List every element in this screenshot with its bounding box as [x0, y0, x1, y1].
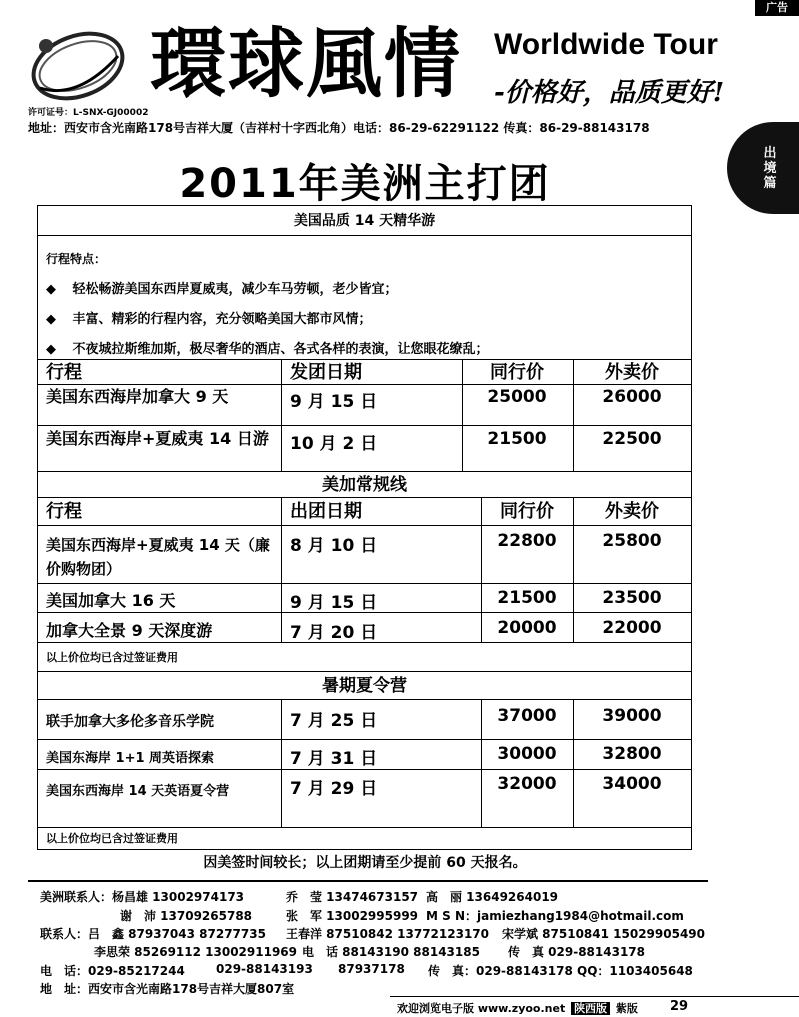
route-cell: 美国东西海岸加拿大 9 天	[46, 387, 229, 406]
contact-msn: M S N：jamiezhang1984@hotmail.com	[426, 909, 684, 923]
date-cell: 7 月 31 日	[290, 749, 378, 769]
brand-name-en: Worldwide Tour	[494, 28, 718, 61]
contact-phone: 87937178	[338, 962, 405, 976]
contact-line: 乔 莹 13474673157	[286, 890, 419, 904]
section-title-row	[38, 672, 691, 700]
section-title-row	[38, 206, 691, 236]
company-address: 地址：西安市含光南路178号吉祥大厦（吉祥村十字西北角）电话：86-29-62291122 传真：86-29-88143178	[28, 121, 650, 135]
edition-label: 紫版	[615, 1002, 638, 1015]
retail-price-cell: 39000	[602, 706, 662, 726]
date-cell: 9 月 15 日	[290, 392, 378, 412]
date-cell: 10 月 2 日	[290, 434, 378, 454]
price-note: 以上价位均已含过签证费用	[46, 651, 178, 664]
route-cell: 联手加拿大多伦多音乐学院	[46, 714, 214, 730]
footer-divider	[390, 996, 799, 997]
footer	[397, 1000, 638, 1016]
side-tab-char: 篇	[763, 175, 777, 191]
price-note-row	[38, 828, 691, 849]
divider	[28, 880, 708, 882]
edition-badge: 陕西版	[571, 1002, 610, 1015]
features-block	[38, 236, 691, 366]
route-cell: 美国东西海岸+夏威夷 14 日游	[46, 429, 269, 448]
contact-phone: 029-88143193	[216, 962, 313, 976]
contact-address: 地 址：西安市含光南路178号吉祥大厦807室	[40, 982, 295, 996]
diamond-bullet-icon: ◆	[46, 342, 56, 357]
contact-fax-qq: 传 真：029-88143178 QQ：1103405648	[428, 964, 693, 978]
peer-price-cell: 32000	[497, 774, 557, 794]
brand-slogan: -价格好，品质更好!	[494, 78, 725, 108]
peer-price-cell: 22800	[497, 531, 557, 551]
date-cell: 7 月 29 日	[290, 779, 378, 799]
table-header-row	[38, 359, 691, 385]
feature-item	[46, 278, 398, 297]
route-cell: 美国东西海岸+夏威夷 14 天（廉价购物团）	[46, 536, 270, 578]
date-cell: 7 月 25 日	[290, 711, 378, 731]
feature-item	[46, 308, 372, 327]
globe-logo-icon	[26, 26, 130, 106]
peer-price-cell: 37000	[497, 706, 557, 726]
retail-price-cell: 26000	[602, 387, 662, 407]
section-title: 美加常规线	[322, 475, 407, 495]
contact-line: 王春洋 87510842 13772123170	[286, 927, 489, 941]
ad-tag: 广告	[755, 0, 799, 16]
contact-line: 联系人：吕 鑫 87937043 87277735	[40, 927, 266, 941]
license-number: 许可证号：L-SNX-GJ00002	[28, 108, 149, 118]
section-title-row	[38, 472, 691, 498]
side-tab-char: 境	[763, 160, 777, 176]
table-row	[38, 770, 691, 828]
feature-text: 不夜城拉斯维加斯，极尽奢华的酒店、各式各样的表演，让您眼花缭乱；	[72, 342, 489, 357]
col-date-header: 发团日期	[290, 362, 362, 383]
table-header-row	[38, 498, 691, 526]
table-row	[38, 700, 691, 740]
table-row	[38, 426, 691, 472]
route-cell: 美国东西海岸 14 天英语夏令营	[46, 784, 230, 799]
retail-price-cell: 22000	[602, 618, 662, 638]
contact-line: 谢 沛 13709265788	[120, 909, 253, 923]
route-cell: 加拿大全景 9 天深度游	[46, 621, 213, 640]
retail-price-cell: 34000	[602, 774, 662, 794]
col-peer-header: 同行价	[490, 362, 544, 383]
col-peer-header: 同行价	[500, 501, 554, 522]
col-route-header: 行程	[46, 501, 82, 522]
peer-price-cell: 21500	[497, 588, 557, 608]
table-row	[38, 526, 691, 584]
brand-name-cn: 環球風情	[150, 19, 462, 108]
contact-line: 李思荣 85269112 13002911969	[94, 945, 297, 959]
side-tab-char: 出	[763, 145, 777, 161]
section-title: 暑期夏令营	[322, 676, 407, 696]
contact-phone: 电 话：029-85217244	[40, 964, 185, 978]
retail-price-cell: 32800	[602, 744, 662, 764]
contact-line: 传 真 029-88143178	[508, 945, 646, 959]
page-title: 2011年美洲主打团	[179, 161, 551, 207]
footer-website[interactable]: 欢迎浏览电子版 www.zyoo.net	[397, 1002, 566, 1015]
date-cell: 8 月 10 日	[290, 536, 378, 556]
registration-note: 因美签时间较长；以上团期请至少提前 60 天报名。	[203, 855, 527, 871]
table-row	[38, 385, 691, 426]
peer-price-cell: 25000	[487, 387, 547, 407]
feature-text: 轻松畅游美国东西岸夏威夷，减少车马劳顿，老少皆宜；	[72, 282, 398, 297]
table-row	[38, 613, 691, 643]
peer-price-cell: 20000	[497, 618, 557, 638]
diamond-bullet-icon: ◆	[46, 282, 56, 297]
contact-line: 美洲联系人：杨昌雄 13002974173	[40, 890, 245, 904]
retail-price-cell: 25800	[602, 531, 662, 551]
col-retail-header: 外卖价	[605, 362, 659, 383]
feature-text: 丰富、精彩的行程内容，充分领略美国大都市风情；	[72, 312, 372, 327]
diamond-bullet-icon: ◆	[46, 312, 56, 327]
price-note-row	[38, 643, 691, 672]
price-note: 以上价位均已含过签证费用	[46, 832, 178, 845]
contact-line: 张 军 13002995999	[286, 909, 419, 923]
route-cell: 美国东海岸 1+1 周英语探索	[46, 751, 215, 766]
peer-price-cell: 30000	[497, 744, 557, 764]
date-cell: 9 月 15 日	[290, 593, 378, 613]
date-cell: 7 月 20 日	[290, 623, 378, 643]
tour-table	[37, 205, 692, 850]
table-row	[38, 740, 691, 770]
peer-price-cell: 21500	[487, 429, 547, 449]
retail-price-cell: 23500	[602, 588, 662, 608]
table-row	[38, 584, 691, 613]
section-side-tab	[727, 122, 799, 214]
col-retail-header: 外卖价	[605, 501, 659, 522]
contact-line: 高 丽 13649264019	[426, 890, 559, 904]
section-title: 美国品质 14 天精华游	[293, 213, 436, 229]
feature-item	[46, 338, 489, 357]
contact-line: 电 话 88143190 88143185	[302, 945, 480, 959]
features-label: 行程特点：	[46, 252, 107, 266]
retail-price-cell: 22500	[602, 429, 662, 449]
page-number: 29	[670, 999, 689, 1014]
route-cell: 美国加拿大 16 天	[46, 591, 176, 610]
contact-line: 宋学斌 87510841 15029905490	[502, 927, 705, 941]
col-route-header: 行程	[46, 362, 82, 383]
col-date-header: 出团日期	[290, 501, 362, 522]
